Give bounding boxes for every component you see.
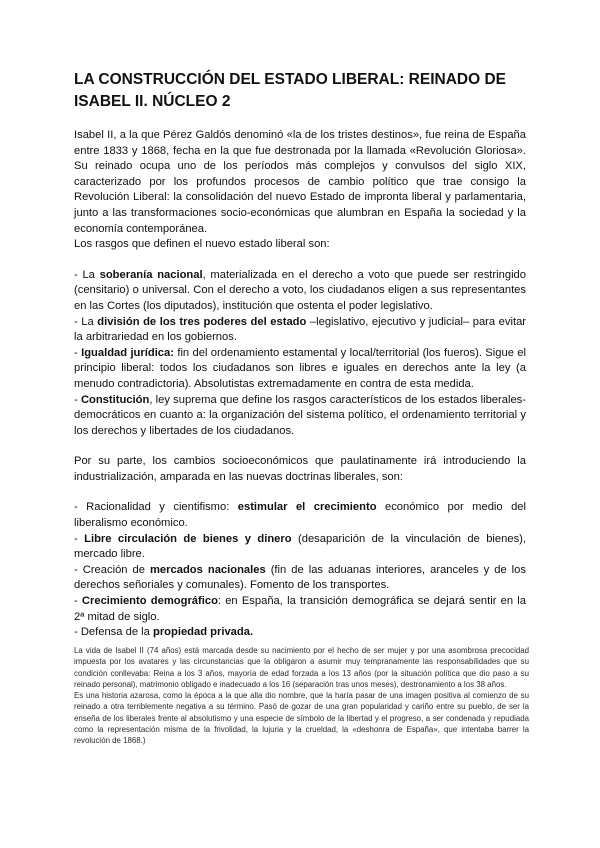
rasgo-item: - Constitución, ley suprema que define los rasgos característicos de los estados liberales-democráticos en cuanto a: la organización del sistema político, el ordenamiento territorial y los derechos y libertades de los ciudadanos.	[74, 393, 526, 437]
excerpt-paragraph-1: La vida de Isabel II (74 años) está marcada desde su nacimiento por el hecho de ser mujer y por una asombrosa precocidad impuesta por los avatares y las circunstancias que la obligaron a asumir muy tempranamente las responsabilidades que su condición conllevaba: Reina a los 3 años, mayoría de edad forzada a los 13 años (por la situación política que dio paso a su reinado personal), matrimonio obligado e inadecuado a los 16 (separación tras unos meses), destronamiento a los 38 años.	[74, 646, 529, 689]
rasgo-item: - La soberanía nacional, materializada en el derecho a voto que puede ser restringido (censitario) o universal. Con el derecho a voto, los ciudadanos eligen a sus representantes en las Cortes (los diputados), institución que ostenta el poder legislativo.	[74, 268, 526, 312]
page-title: LA CONSTRUCCIÓN DEL ESTADO LIBERAL: REINADO DE ISABEL II. NÚCLEO 2	[74, 71, 506, 110]
cambio-item: - Crecimiento demográfico: en España, la transición demográfica se dejará sentir en la 2ª mitad de siglo.	[74, 595, 526, 623]
excerpt-paragraph-2: Es una historia azarosa, como la época a la que alla dio nombre, que la haría pasar de una imagen positiva al comienzo de su reinado a otra terriblemente negativa a su término. Pasó de gozar de una gran popularidad y cariño entre su pueblo, de ser la enseña de los liberales frente al absolutismo y una especie de símbolo de la libertad y el progreso, a ser condenada y repudiada como la representación misma de la frivolidad, la lujuria y la crueldad, la «deshonra de España», que intentaba barrer la revolución de 1868.)	[74, 691, 529, 746]
socio-lead: Por su parte, los cambios socioeconómicos que paulatinamente irá introduciendo la industrialización, amparada en las nuevas doctrinas liberales, son:	[74, 455, 526, 483]
cambio-item: - Libre circulación de bienes y dinero (desaparición de la vinculación de bienes), mercado libre.	[74, 532, 526, 561]
rasgo-item: - Igualdad jurídica: fin del ordenamiento estamental y local/territorial (los fueros). Sigue el principio liberal: todos los ciudadanos son libres e iguales en derechos ante la ley (a menudo contradictoria). Absolutistas extremadamente en contra de esta medida.	[74, 346, 526, 390]
cambio-item: - Racionalidad y cientifismo: estimular el crecimiento económico por medio del liberalismo económico.	[74, 501, 527, 530]
biography-excerpt	[74, 645, 529, 747]
rasgos-lead: Los rasgos que definen el nuevo estado liberal son:	[74, 238, 330, 251]
intro-paragraph: Isabel II, a la que Pérez Galdós denominó «la de los tristes destinos», fue reina de España entre 1833 y 1868, fecha en la que fue destronada por la llamada «Revolución Gloriosa». Su reinado ocupa uno de los períodos más complejos y convulsos del siglo XIX, caracterizado por los profundos procesos de cambio político que trae consigo la Revolución Liberal: la consolidación del nuevo Estado de impronta liberal y parlamentaria, junto a las transformaciones socio-económicas que alumbran en España la sociedad y la economía contemporánea.	[74, 129, 526, 235]
cambio-item: - Defensa de la propiedad privada.	[74, 626, 254, 639]
cambio-item: - Creación de mercados nacionales (fin de las aduanas interiores, aranceles y de los derechos señoriales y comunales). Fomento de los transportes.	[74, 563, 526, 592]
document-body	[74, 128, 526, 641]
rasgo-item: - La división de los tres poderes del estado –legislativo, ejecutivo y judicial– para evitar la arbitrariedad en los gobiernos.	[74, 315, 527, 344]
